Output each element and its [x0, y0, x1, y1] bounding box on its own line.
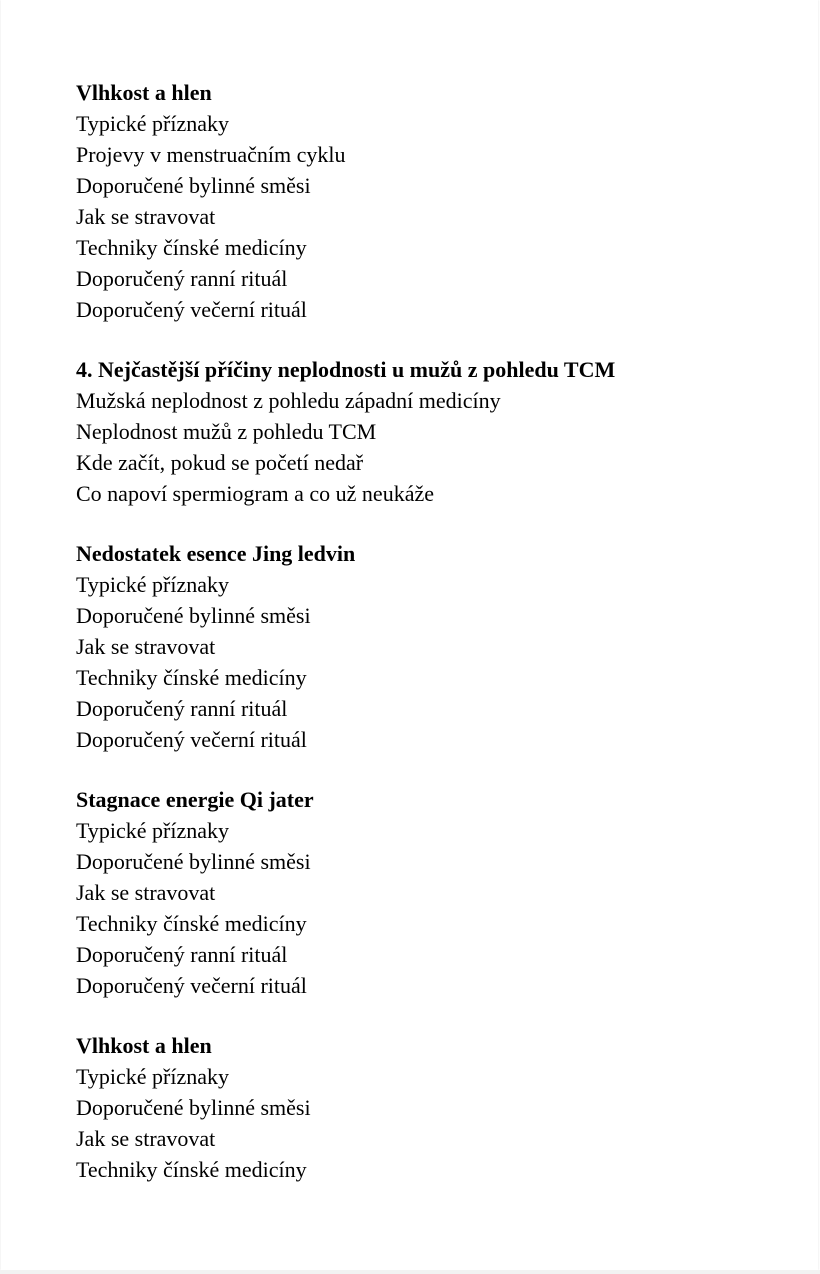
toc-item: Neplodnost mužů z pohledu TCM — [76, 419, 377, 444]
toc-item: Techniky čínské medicíny — [76, 911, 307, 936]
toc-item: Typické příznaky — [76, 818, 230, 843]
toc-item: Doporučený ranní rituál — [76, 696, 288, 721]
toc-item: Doporučené bylinné směsi — [76, 1095, 311, 1120]
toc-item: Jak se stravovat — [76, 204, 216, 229]
section-heading: Vlhkost a hlen — [76, 1033, 212, 1058]
toc-item: Typické příznaky — [76, 1064, 230, 1089]
toc-section-stagnace-qi-jater — [76, 784, 776, 1001]
toc-item: Doporučený večerní rituál — [76, 973, 307, 998]
toc-item: Typické příznaky — [76, 572, 230, 597]
toc-item: Typické příznaky — [76, 111, 230, 136]
toc-section-nedostatek-esence-jing — [76, 538, 776, 755]
toc-item: Doporučené bylinné směsi — [76, 603, 311, 628]
toc-item: Doporučené bylinné směsi — [76, 173, 311, 198]
toc-item: Jak se stravovat — [76, 634, 216, 659]
toc-section-vlhkost-a-hlen-1 — [76, 77, 776, 325]
toc-item: Doporučený večerní rituál — [76, 297, 307, 322]
toc-item: Techniky čínské medicíny — [76, 665, 307, 690]
chapter-heading: 4. Nejčastější příčiny neplodnosti u mužů z pohledu TCM — [76, 357, 616, 382]
toc-item: Kde začít, pokud se početí nedař — [76, 450, 364, 475]
page-bottom-edge — [0, 1270, 820, 1274]
toc-item: Jak se stravovat — [76, 1126, 216, 1151]
section-heading: Nedostatek esence Jing ledvin — [76, 541, 356, 566]
toc-item: Doporučené bylinné směsi — [76, 849, 311, 874]
toc-item: Doporučený večerní rituál — [76, 727, 307, 752]
toc-section-muzska-neplodnost — [76, 354, 776, 509]
document-page — [1, 0, 818, 1270]
table-of-contents — [76, 77, 776, 1214]
toc-item: Techniky čínské medicíny — [76, 1157, 307, 1182]
toc-item: Techniky čínské medicíny — [76, 235, 307, 260]
section-heading: Vlhkost a hlen — [76, 80, 212, 105]
toc-item: Doporučený ranní rituál — [76, 942, 288, 967]
section-heading: Stagnace energie Qi jater — [76, 787, 314, 812]
toc-item: Co napoví spermiogram a co už neukáže — [76, 481, 434, 506]
toc-item: Projevy v menstruačním cyklu — [76, 142, 346, 167]
toc-item: Jak se stravovat — [76, 880, 216, 905]
toc-item: Doporučený ranní rituál — [76, 266, 288, 291]
toc-item: Mužská neplodnost z pohledu západní medicíny — [76, 388, 501, 413]
toc-section-vlhkost-a-hlen-2 — [76, 1030, 776, 1185]
